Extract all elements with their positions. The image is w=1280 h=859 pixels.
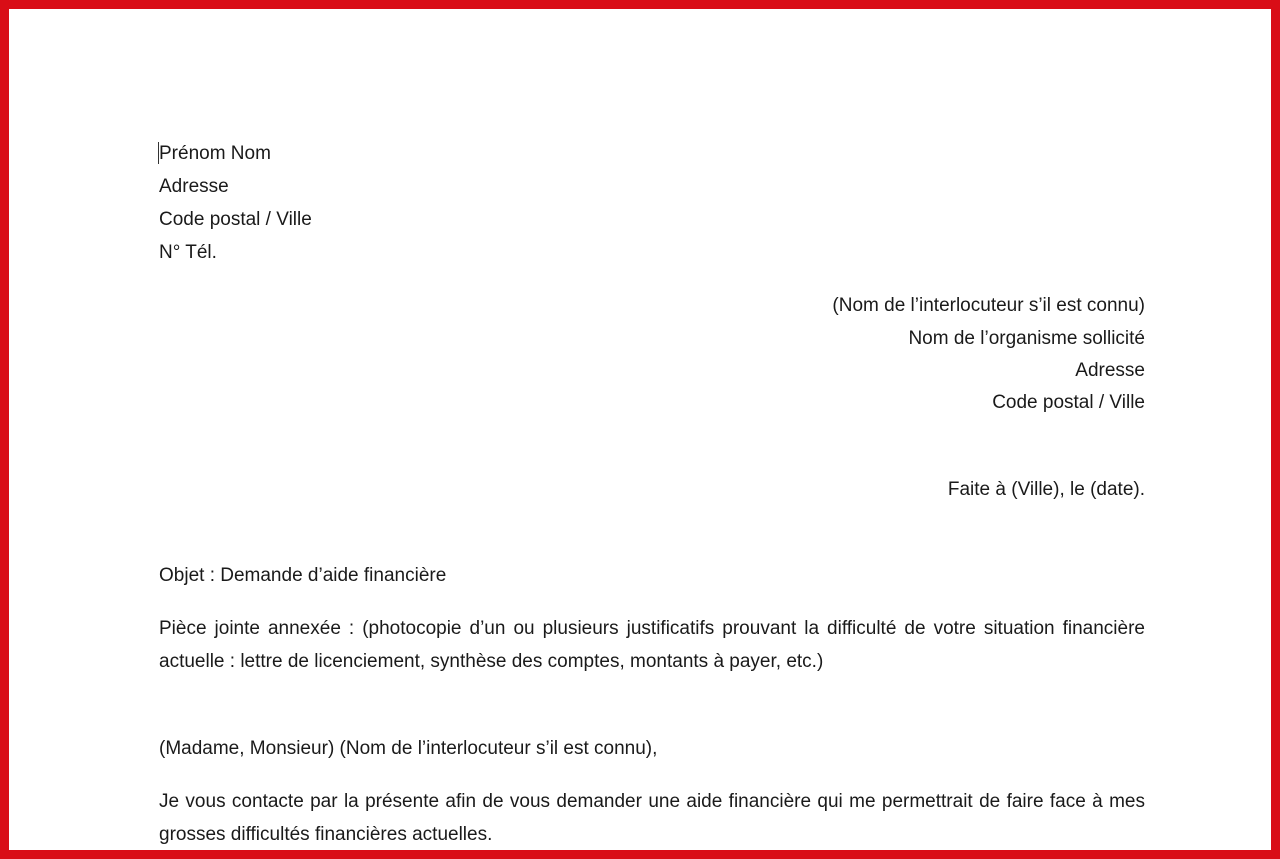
- date-line[interactable]: Faite à (Ville), le (date).: [947, 479, 1145, 500]
- recipient-organization[interactable]: Nom de l’organisme sollicité: [908, 328, 1145, 349]
- attachment-paragraph[interactable]: Pièce jointe annexée : (photocopie d’un ou plusieurs justificatifs prouvant la difficulté de votre situation financière actuelle : lettre de licenciement, synthèse des comptes, montants à payer, etc.): [159, 618, 1145, 672]
- recipient-postal-city[interactable]: Code postal / Ville: [992, 392, 1145, 413]
- body-paragraph[interactable]: Je vous contacte par la présente afin de vous demander une aide financière qui me permettrait de faire face à mes grosses difficultés financières actuelles.: [159, 791, 1145, 845]
- recipient-address[interactable]: Adresse: [1075, 360, 1145, 381]
- sender-postal-city[interactable]: Code postal / Ville: [159, 209, 312, 230]
- subject-line[interactable]: Objet : Demande d’aide financière: [159, 565, 447, 586]
- sender-phone[interactable]: N° Tél.: [159, 242, 217, 263]
- sender-name[interactable]: Prénom Nom: [159, 143, 271, 164]
- recipient-contact[interactable]: (Nom de l’interlocuteur s’il est connu): [832, 295, 1145, 316]
- sender-address[interactable]: Adresse: [159, 176, 229, 197]
- salutation-line[interactable]: (Madame, Monsieur) (Nom de l’interlocuteur s’il est connu),: [159, 738, 658, 759]
